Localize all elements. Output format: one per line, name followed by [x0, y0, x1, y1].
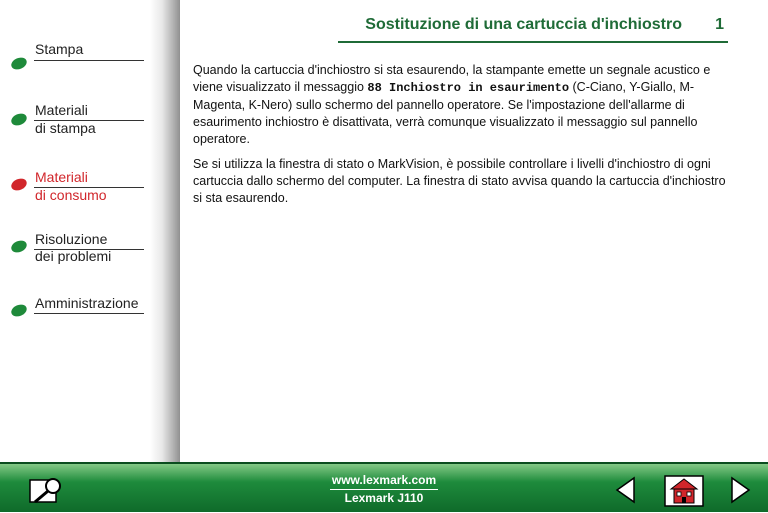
bullet-icon: [10, 111, 29, 127]
panel-message: 88 Inchiostro in esaurimento: [367, 81, 570, 95]
sidebar-item-label: di consumo: [35, 187, 107, 203]
bullet-icon: [10, 238, 29, 254]
product-name: Lexmark J110: [344, 491, 424, 505]
footer-url-underline: [330, 489, 438, 490]
footer-divider: [0, 462, 768, 464]
sidebar-item-amministrazione[interactable]: [0, 294, 180, 334]
divider: [34, 60, 144, 61]
sidebar-item-label: Stampa: [35, 41, 84, 57]
header-divider: [338, 41, 728, 43]
bullet-icon: [10, 55, 29, 71]
paragraph: [193, 62, 733, 148]
forward-button[interactable]: [730, 476, 752, 509]
home-icon: [664, 474, 704, 508]
sidebar-item-risoluzione-dei-problemi[interactable]: [0, 230, 180, 270]
paragraph-text: Quando la cartuccia d'inchiostro si sta esaurendo, la stampante emette un segnale acustico e viene visualizzato il messaggio: [193, 63, 711, 94]
back-arrow-icon: [614, 476, 636, 504]
sidebar-item-stampa[interactable]: [0, 40, 180, 80]
sidebar: [0, 0, 180, 462]
sidebar-item-label: Materiali: [35, 102, 88, 118]
page-number: 1: [715, 16, 724, 33]
page-title: Sostituzione di una cartuccia d'inchiostro: [365, 16, 682, 33]
bullet-icon: [10, 302, 29, 318]
sidebar-item-label: Materiali: [35, 169, 88, 185]
sidebar-item-label: di stampa: [35, 120, 96, 136]
paragraph: Se si utilizza la finestra di stato o MarkVision, è possibile controllare i livelli d'inchiostro di ogni cartuccia dallo schermo del computer. La finestra di stato avvisa quando la cartuccia d'inchiostro si sta esaurendo.: [193, 157, 726, 205]
footer-url-link[interactable]: www.lexmark.com: [331, 473, 437, 487]
main-content: [193, 62, 733, 215]
home-button[interactable]: [664, 474, 704, 513]
sidebar-item-label: dei problemi: [35, 248, 112, 264]
sidebar-item-materiali-di-consumo[interactable]: [0, 168, 180, 208]
back-button[interactable]: [614, 476, 636, 509]
forward-arrow-icon: [730, 476, 752, 504]
divider: [34, 313, 144, 314]
sidebar-item-materiali-di-stampa[interactable]: [0, 100, 180, 140]
bullet-icon: [10, 176, 29, 192]
paragraph-text: (C-Ciano, Y-Giallo, M-Magenta, K-Nero) sullo schermo del pannello operatore. Se l'impostazione dell'allarme di esaurimento inchiostro è disattivata, verrà comunque visualizzato il messaggio sul pannello operatore.: [193, 80, 698, 146]
sidebar-item-label: Amministrazione: [35, 295, 139, 311]
sidebar-item-label: Risoluzione: [35, 231, 108, 247]
